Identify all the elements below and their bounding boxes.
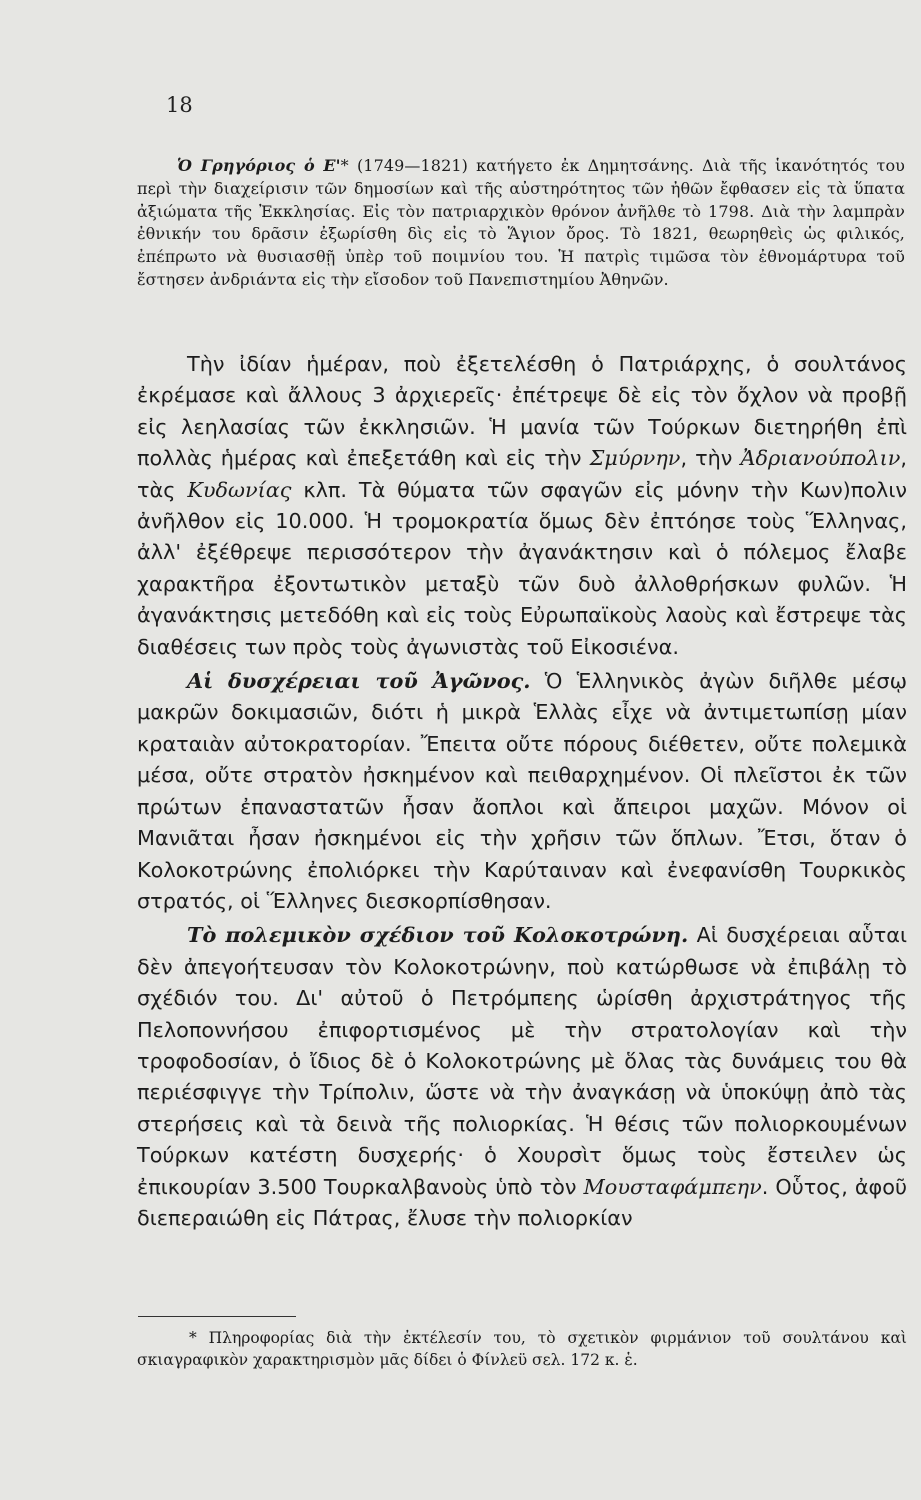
bio-paragraph	[137, 155, 905, 292]
main-text	[137, 349, 907, 1234]
biographical-note	[137, 155, 905, 292]
place-kydonies: Κυδωνίας	[187, 477, 292, 502]
bio-marker: * (1749—1821)	[340, 156, 468, 175]
paragraph-2-text: Ὁ Ἑλληνικὸς ἀγὼν διῆλθε μέσῳ μακρῶν δοκιμασιῶν, διότι ἡ μικρὰ Ἑλλὰς εἶχε νὰ ἀντιμετωπίσῃ μίαν κραταιὰν αὐτοκρατορίαν. Ἔπειτα οὔτε πόρους διέθετεν, οὔτε πολεμικὰ μέσα, οὔτε στρατὸν ἠσκημένον καὶ πειθαρχημένον. Οἱ πλεῖστοι ἐκ τῶν πρώτων ἐπαναστατῶν ἦσαν ἄοπλοι καὶ ἄπειροι μαχῶν. Μόνον οἱ Μανιᾶται ἦσαν ἠσκημένοι εἰς τὴν χρῆσιν τῶν ὅπλων. Ἔτσι, ὅταν ὁ Κολοκοτρώνης ἐπολιόρκει τὴν Καρύταιναν καὶ ἐνεφανίσθη Τουρκικὸς στρατός, οἱ Ἕλληνες διεσκορπίσθησαν.	[137, 669, 907, 913]
paragraph-3-part-2: . Οὗτος, ἀφοῦ διεπεραιώθη εἰς Πάτρας, ἔλυσε τὴν πολιορκίαν	[137, 1174, 908, 1230]
page-number: 18	[166, 93, 193, 117]
footnote	[137, 1327, 907, 1371]
separator-1: , τὴν	[680, 446, 741, 471]
paragraph-massacres	[137, 349, 907, 663]
paragraph-war-plan	[137, 919, 907, 1234]
paragraph-3-part-1: Αἱ δυσχέρειαι αὗται δὲν ἀπεγοήτευσαν τὸν Κολοκοτρώνην, ποὺ κατώρθωσε νὰ ἐπιβάλῃ τὸ σχέδιόν του. Δι' αὐτοῦ ὁ Πετρόμπεης ὡρίσθη ἀρχιστράτηγος τῆς Πελοποννήσου ἐπιφορτισμένος μὲ τὴν στρατολογίαν καὶ τὴν τροφοδοσίαν, ὁ ἴδιος δὲ ὁ Κολοκοτρώνης μὲ ὅλας τὰς δυνάμεις του θὰ περιέσφιγγε τὴν Τρίπολιν, ὥστε νὰ τὴν ἀναγκάσῃ νὰ ὑποκύψῃ ἀπὸ τὰς στερήσεις καὶ τὰ δεινὰ τῆς πολιορκίας. Ἡ θέσις τῶν πολιορκουμένων Τούρκων κατέστη δυσχερής· ὁ Χουρσὶτ ὅμως τοὺς ἔστειλεν ὡς ἐπικουρίαν 3.500 Τουρκαλβανοὺς ὑπὸ τὸν	[137, 923, 907, 1199]
place-smyrna: Σμύρνην	[589, 446, 681, 471]
person-moustafa: Μουσταφάμπεην	[583, 1174, 762, 1199]
section-heading-war-plan: Τὸ πολεμικὸν σχέδιον τοῦ Κολοκοτρώνη.	[187, 922, 689, 948]
footnote-text: * Πληροφορίας διὰ τὴν ἐκτέλεσίν του, τὸ σχετικὸν φιρμάνιον τοῦ σουλτάνου καὶ σκιαγραφικὸν χαρακτηρισμὸν μᾶς δίδει ὁ Φίνλεϋ σελ. 172 κ. ἑ.	[137, 1329, 907, 1369]
section-heading-difficulties: Αἱ δυσχέρειαι τοῦ Ἀγῶνος.	[187, 668, 531, 694]
paragraph-1-part-1: Τὴν ἰδίαν ἡμέραν, ποὺ ἐξετελέσθη ὁ Πατριάρχης, ὁ σουλτάνος ἐκρέμασε καὶ ἄλλους 3 ἀρχιερεῖς· ἐπέτρεψε δὲ εἰς τὸν ὄχλον νὰ προβῇ εἰς λεηλασίας τῶν ἐκκλησιῶν. Ἡ μανία τῶν Τούρκων διετηρήθη ἐπὶ πολλὰς ἡμέρας καὶ ἐπεξετάθη καὶ εἰς τὴν	[137, 352, 907, 471]
paragraph-1-part-2: κλπ. Τὰ θύματα τῶν σφαγῶν εἰς μόνην τὴν Κων)πολιν ἀνῆλθον εἰς 10.000. Ἡ τρομοκρατία ὅμως δὲν ἐπτόησε τοὺς Ἕλληνας, ἀλλ' ἐξέθρεψε περισσότερον τὴν ἀγανάκτησιν καὶ ὁ πόλεμος ἔλαβε χαρακτῆρα ἐξοντωτικὸν μεταξὺ τῶν δυὸ ἀλλοθρήσκων φυλῶν. Ἡ ἀγανάκτησις μετεδόθη καὶ εἰς τοὺς Εὐρωπαϊκοὺς λαοὺς καὶ ἔστρεψε τὰς διαθέσεις των πρὸς τοὺς ἀγωνιστὰς τοῦ Εἰκοσιένα.	[137, 477, 908, 659]
bio-name: Ὁ Γρηγόριος ὁ Ε'	[177, 156, 341, 175]
separator-2: , τὰς	[137, 446, 908, 502]
bio-text: κατήγετο ἐκ Δημητσάνης. Διὰ τῆς ἱκανότητός του περὶ τὴν διαχείρισιν τῶν δημοσίων καὶ τῆς αὐστηρότητος τῶν ἠθῶν ἔφθασεν εἰς τὰ ὕπατα ἀξιώματα τῆς Ἐκκλησίας. Εἰς τὸν πατριαρχικὸν θρόνον ἀνῆλθε τὸ 1798. Διὰ τὴν λαμπρὰν ἐθνικήν του δρᾶσιν ἐξωρίσθη δὶς εἰς τὸ Ἅγιον ὄρος. Τὸ 1821, θεωρηθεὶς ὡς φιλικός, ἐπέπρωτο νὰ θυσιασθῇ ὑπὲρ τοῦ ποιμνίου του. Ἡ πατρὶς τιμῶσα τὸν ἐθνομάρτυρα τοῦ ἔστησεν ἀνδριάντα εἰς τὴν εἴσοδον τοῦ Πανεπιστημίου Ἀθηνῶν.	[137, 156, 906, 289]
place-adrianople: Ἀδριανούπολιν	[740, 446, 901, 471]
footnote-divider	[138, 1316, 296, 1317]
paragraph-difficulties	[137, 665, 907, 917]
